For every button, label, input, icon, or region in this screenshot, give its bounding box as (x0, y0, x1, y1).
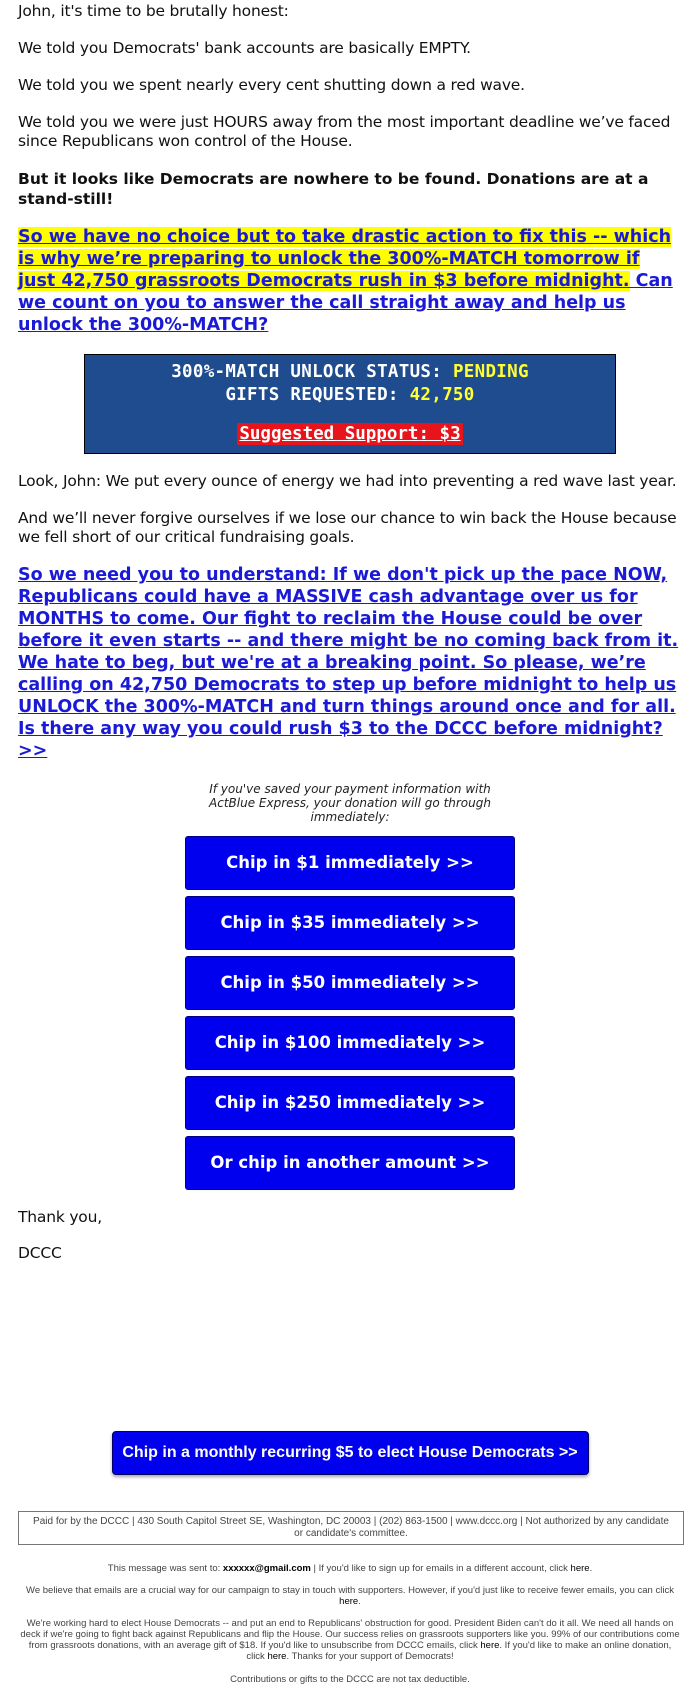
sign-up-different-account-link[interactable]: here (570, 1563, 590, 1574)
unsubscribe-link[interactable]: here (480, 1640, 500, 1651)
thanks-text: . Thanks for your support of Democrats! (286, 1651, 454, 1662)
closing: Thank you, (18, 1208, 102, 1226)
match-status-value: PENDING (452, 362, 529, 382)
sign-up-text: | If you'd like to sign up for emails in a different account, click (310, 1563, 571, 1574)
chip-in-100-button[interactable]: Chip in $100 immediately >> (185, 1016, 515, 1070)
donate-link-paragraph-2[interactable] (18, 564, 682, 762)
chip-in-other-amount-button[interactable]: Or chip in another amount >> (185, 1136, 515, 1190)
paragraph-forgive: And we’ll never forgive ourselves if we lose our chance to win back the House because we fell short of our critical fundraising goals. (18, 509, 677, 546)
paragraph-empty-accounts: We told you Democrats' bank accounts are basically EMPTY. (18, 39, 471, 57)
recipient-email: xxxxxx@gmail.com (222, 1563, 311, 1574)
paragraph-energy: Look, John: We put every ounce of energy we had into preventing a red wave last year. (18, 472, 677, 490)
greeting: John, it's time to be brutally honest: (18, 2, 289, 20)
donate-link-understand[interactable]: So we need you to understand: If we don't pick up the pace NOW, Republicans could have a MASSIVE cash advantage over us for MONTHS to come. Our fight to reclaim the House could be over before it even starts -- and there might be no coming back from it. We hate to beg, but we're at a breaking point. So please, we’re calling on 42,750 Democrats to step up before midnight to help us UNLOCK the 300%-MATCH and turn things around once and for all. Is there any way you could rush $3 to the DCCC before midnight? >> (18, 565, 679, 761)
actblue-express-note: If you've saved your payment information with ActBlue Express, your donation will go through immediately: (209, 782, 491, 824)
donation-buttons (18, 836, 682, 1190)
match-status-line (85, 361, 615, 384)
gifts-requested-value: 42,750 (409, 385, 475, 405)
donate-link-highlighted[interactable] (18, 227, 671, 291)
chip-in-50-button[interactable]: Chip in $50 immediately >> (185, 956, 515, 1010)
tax-disclaimer: Contributions or gifts to the DCCC are not tax deductible. (230, 1674, 470, 1685)
fewer-emails-text: We believe that emails are a crucial way for our campaign to stay in touch with supporters. However, if you'd just like to receive fewer emails, you can click (26, 1585, 674, 1596)
signature: DCCC (18, 1244, 62, 1262)
donate-online-text: . If you'd like to make an online donation, click (246, 1640, 672, 1662)
gifts-requested-label: GIFTS REQUESTED: (225, 385, 410, 405)
chip-in-250-button[interactable]: Chip in $250 immediately >> (185, 1076, 515, 1130)
donate-link-paragraph-1[interactable] (18, 226, 682, 336)
period: . (589, 1563, 593, 1574)
paragraph-red-wave: We told you we spent nearly every cent shutting down a red wave. (18, 76, 525, 94)
chip-in-1-button[interactable]: Chip in $1 immediately >> (185, 836, 515, 890)
paid-for-disclaimer: Paid for by the DCCC | 430 South Capitol Street SE, Washington, DC 20003 | (202) 863-1500 | www.dccc.org | Not authorized by any candidate or candidate's committee. (18, 1511, 684, 1545)
sent-to-label: This message was sent to: (107, 1563, 223, 1574)
monthly-recurring-button[interactable]: Chip in a monthly recurring $5 to elect House Democrats >> (112, 1431, 589, 1475)
paragraph-standstill: But it looks like Democrats are nowhere to be found. Donations are at a stand-still! (18, 170, 649, 208)
fewer-emails-line (20, 1585, 680, 1607)
working-hard-paragraph (20, 1618, 680, 1662)
suggested-support-link[interactable]: Suggested Support: $3 (239, 424, 461, 444)
match-status-label: 300%-MATCH UNLOCK STATUS: (171, 362, 453, 382)
match-status-box[interactable] (84, 354, 616, 454)
fewer-emails-link[interactable]: here (339, 1596, 359, 1607)
period: . (358, 1596, 361, 1607)
gifts-requested-line (85, 384, 615, 407)
sent-to-line (20, 1563, 680, 1574)
donate-link-rest[interactable]: Can we count on you to answer the call straight away and help us unlock the 300%-MATCH? (18, 271, 673, 335)
online-donation-link[interactable]: here (267, 1651, 287, 1662)
paragraph-deadline: We told you we were just HOURS away from the most important deadline we’ve faced since Republicans won control of the House. (18, 113, 671, 150)
chip-in-35-button[interactable]: Chip in $35 immediately >> (185, 896, 515, 950)
highlighted-text[interactable]: So we have no choice but to take drastic action to fix this -- which is why we’re preparing to unlock the 300%-MATCH tomorrow if just 42,750 grassroots Democrats rush in $3 before midnight. (18, 227, 672, 291)
working-hard-text: We're working hard to elect House Democrats -- and put an end to Republicans' obstruction for good. President Biden can't do it all. We need all hands on deck if we're going to fight back against Republicans and flip the House. Our success relies on grassroots supporters like you. 99% of our contributions come from grassroots donations, with an average gift of $18. If you'd like to unsubscribe from DCCC emails, click (20, 1618, 680, 1651)
